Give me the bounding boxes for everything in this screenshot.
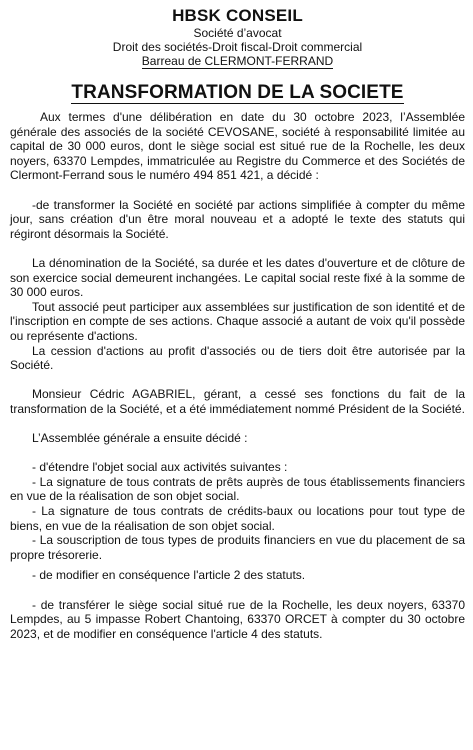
paragraph-transform: -de transformer la Société en société par actions simplifiée à compter du même jour, sans création d'un être moral nouveau et a adopté le texte des statuts qui régiront désormais la Société. — [10, 197, 465, 241]
firm-type: Société d’avocat — [193, 26, 282, 40]
firm-specialties: Droit des sociétés-Droit fiscal-Droit commercial — [112, 40, 363, 54]
paragraph-assembly-decided: L’Assemblée générale a ensuite décidé : — [32, 431, 248, 446]
paragraph-intro: Aux termes d'une délibération en date du 30 octobre 2023, l’Assemblée générale des associés de la société CEVOSANE, société à responsabilité limitée au capital de 30 000 euros, dont le siège social est situé rue de la Rochelle, les deux noyers, 63370 Lempdes, immatriculée au Registre du Commerce et des Sociétés de Clermont-Ferrand sous le numéro 494 851 421, a décidé : — [10, 110, 465, 183]
firm-name: HBSK CONSEIL — [172, 6, 303, 25]
paragraph-transfer: - de transférer le siège social situé rue de la Rochelle, les deux noyers, 63370 Lempdes, au 5 impasse Robert Chantoing, 63370 ORCET à compter du 30 octobre 2023, et de modifier en conséquence l'article 4 des statuts. — [10, 597, 465, 641]
list-item-investments: - La souscription de tous types de produits financiers en vue du placement de sa propre trésorerie. — [10, 533, 465, 562]
paragraph-president: Monsieur Cédric AGABRIEL, gérant, a cessé ses fonctions du fait de la transformation de la Société, et a été immédiatement nommé Président de la Société. — [10, 387, 465, 416]
notice-title — [10, 82, 465, 104]
paragraph-denomination: La dénomination de la Société, sa durée et les dates d'ouverture et de clôture de son exercice social demeurent inchangées. Le capital social reste fixé à la somme de 30 000 euros. — [10, 255, 465, 300]
notice-title-text: TRANSFORMATION DE LA SOCIETE — [71, 82, 404, 103]
paragraph-extend: - d'étendre l'objet social aux activités suivantes : — [32, 460, 288, 475]
paragraph-modify-article-2: - de modifier en conséquence l'article 2 des statuts. — [32, 568, 306, 583]
notice-body — [10, 110, 465, 641]
firm-bar — [10, 54, 465, 68]
paragraph-cession: La cession d'actions au profit d'associés ou de tiers doit être autorisée par la Société. — [10, 343, 465, 373]
paragraph-assemblies: Tout associé peut participer aux assemblées sur justification de son identité et de l'inscription en compte de ses actions. Chaque associé a autant de voix qu'il possède ou représente d'actions. — [10, 299, 465, 343]
list-item-loans: - La signature de tous contrats de prêts auprès de tous établissements financiers en vue de la réalisation de son objet social. — [10, 474, 465, 504]
list-item-leases: - La signature de tous contrats de crédits-baux ou locations pour tout type de biens, en vue de la réalisation de son objet social. — [10, 504, 465, 533]
firm-bar-text: Barreau de CLERMONT-FERRAND — [141, 54, 334, 68]
